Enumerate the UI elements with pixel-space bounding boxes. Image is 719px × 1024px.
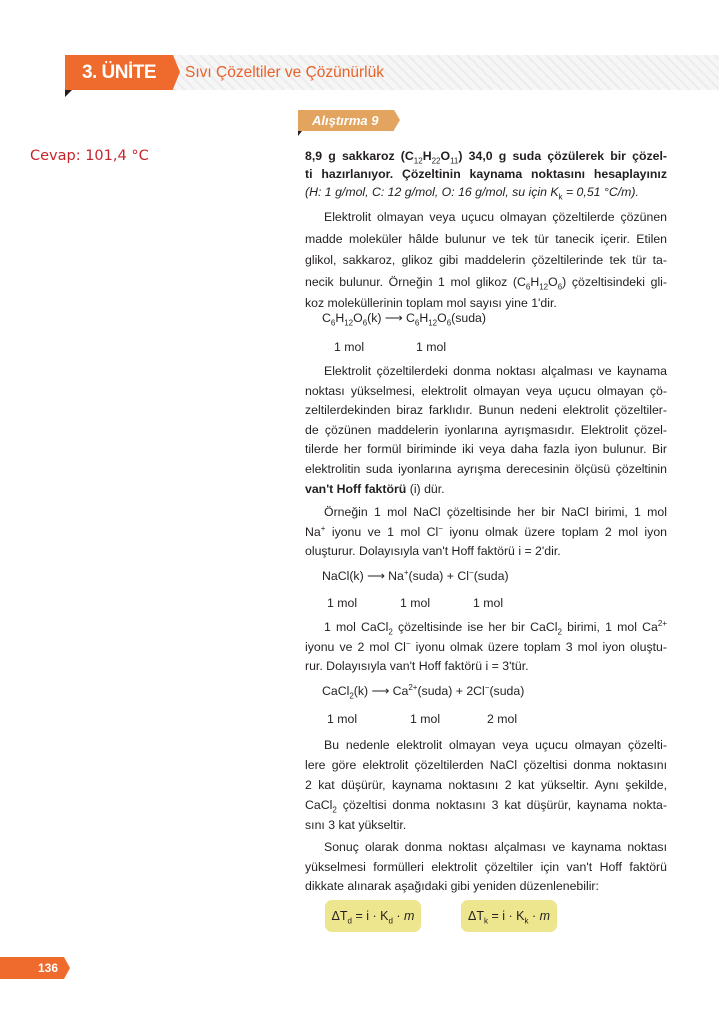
text-run: madde moleküler hâlde bulunur ve tek tür tanecik içerir. Etilen [305,231,667,246]
text-run: = i · K [352,909,389,923]
subscript: 2 [332,805,337,815]
subscript: k [524,916,529,926]
text-line [322,311,486,328]
text-run: 1 mol CaCl [324,620,389,634]
text-run: H [530,274,540,289]
paragraph-nonelectrolyte [305,207,667,315]
subscript: 2 [557,627,562,637]
subscript: 6 [330,318,336,328]
text-run: çözeltisinde ise her bir CaCl [392,620,558,634]
text-run: iyonu ve 1 mol Cl [325,524,439,539]
page-number: 136 [0,957,64,979]
text-run: rur. Dolayısıyla van't Hoff faktörü i = 3'tür. [305,659,529,673]
text-line [305,618,667,638]
subscript: 6 [414,318,420,328]
paragraph-conclusion [305,838,667,897]
handwritten-answer: Cevap: 101,4 °C [30,148,149,164]
text-line [305,183,667,201]
text-run: O [353,311,363,325]
text-run: noktası yükselmesi, elektrolit olmayan veya uçucu olmayan çö- [305,383,667,398]
superscript: 2+ [408,682,418,692]
text-run: glikol, sakkaroz, glikoz gibi maddelerin çözeltilerinde tek tür ta- [305,253,667,267]
paragraph-comparison [305,735,667,835]
text-run: yükselmesi formülleri elektrolit çözeltiler için van't Hoff faktörü [305,859,667,874]
unit-fold-decoration [65,90,72,97]
text-line [322,569,509,583]
superscript: + [320,523,326,533]
subscript: 6 [525,281,531,291]
text-run: necik bulunur. Örneğin 1 mol glikoz (C [305,274,526,289]
text-run: H [419,311,429,325]
text-run: çözeltisi donma noktasını 3 kat düşürür, kaynama nokta- [336,798,667,812]
text-run: (suda) [489,684,525,698]
text-run: NaCl(k) ⟶ Na [322,569,404,583]
text-line [305,272,667,294]
paragraph-electrolyte [305,362,667,499]
subscript: d [388,916,393,926]
text-line [305,480,667,500]
text-run: ΔT [468,909,484,923]
text-run: (k) ⟶ Ca [353,684,409,698]
mol-label: 1 mol [416,340,447,354]
text-run: 2 kat düşürür, kaynama noktasını 2 kat yükseltir. Aynı şekilde, [305,778,667,792]
text-run: (suda) + Cl [408,569,470,583]
text-run: tilerde her formül biriminde iki veya daha fazla iyon bulunur. Bir [305,442,667,457]
subscript: 11 [450,156,459,166]
subscript: d [347,916,352,926]
text-line [305,250,667,272]
text-line [305,362,667,382]
text-run: zeltilerdekinden biraz farklıdır. Bunun nedeni elektrolit çözeltiler- [305,403,667,418]
text-run: (k) ⟶ C [367,311,415,325]
text-run: koz moleküllerinin toplam mol sayısı yine 1'dir. [305,296,557,310]
bold-text: 8,9 g sakkaroz (C [305,149,414,163]
text-run: CaCl [322,684,350,698]
text-line [305,795,667,815]
unit-label: 3. ÜNİTE [65,55,173,90]
text-line [305,877,667,897]
text-run: (suda) [451,311,486,325]
text-line [305,542,667,562]
mol-label: 1 mol [400,596,431,610]
formula-boiling-point [461,900,557,932]
unit-title: Sıvı Çözeltiler ve Çözünürlük [185,64,384,81]
text-run: (i) dür. [406,481,445,496]
superscript: − [438,523,443,533]
text-line [305,207,667,229]
superscript: − [469,567,474,577]
text-line [305,523,667,543]
bold-text: ti hazırlanıyor. Çözeltinin kaynama noktasını hesaplayınız [305,167,667,181]
exercise-tag-fold [298,131,302,136]
equation-glucose [322,311,486,328]
italic-text: m [539,909,550,923]
text-run: iyonu ve 2 mol Cl [305,639,406,654]
subscript: k [484,916,488,926]
text-run: Sonuç olarak donma noktası alçalması ve kaynama noktası [324,840,667,854]
subscript: 2 [349,691,354,701]
text-run: ΔT [331,909,348,923]
text-line [305,815,667,835]
mol-label: 1 mol [327,596,358,610]
text-run: C [322,311,331,325]
superscript: 2+ [657,618,667,628]
text-line [305,775,667,795]
text-line [305,401,667,421]
formula-freezing-point [325,900,421,932]
bold-text: O [440,149,451,163]
italic-text: (H: 1 g/mol, C: 12 g/mol, O: 16 g/mol, su için K [305,185,559,199]
paragraph-nacl [305,503,667,562]
text-run: sını 3 kat yükseltir. [305,818,407,832]
bold-text: van't Hoff faktörü [305,481,407,496]
text-run: oluşturur. Dolayısıyla van't Hoff faktörü i = 2'dir. [305,544,561,558]
text-run: O [437,311,447,325]
exercise-question [305,147,667,201]
superscript: − [484,682,490,692]
text-run: elektrolitin suda iyonlarına ayrışma derecesinin ölçüsü çözeltinin [305,461,667,476]
subscript: 12 [428,318,438,328]
text-line [305,657,667,677]
text-run: birimi, 1 mol Ca [561,620,658,634]
subscript: k [558,192,563,202]
text-run: dikkate alınarak aşağıdaki gibi yeniden düzenlenebilir: [305,879,599,893]
subscript: 12 [539,281,549,291]
text-run: O [548,274,558,289]
text-run: (suda) + 2Cl [417,684,485,698]
text-run: Bu nedenle elektrolit olmayan veya uçucu olmayan çözelti- [324,738,667,752]
mol-label: 1 mol [334,340,365,354]
text-line [305,838,667,858]
subscript: 6 [446,318,452,328]
paragraph-cacl2 [305,618,667,677]
equation-cacl2 [322,682,525,701]
text-line [305,382,667,402]
text-line [305,503,667,523]
text-run: Elektrolit olmayan veya uçucu olmayan çözeltilerde çözünen [324,210,667,224]
mol-label: 1 mol [410,712,441,726]
text-line [305,421,667,441]
text-line [305,229,667,251]
subscript: 22 [431,156,441,166]
mol-label: 1 mol [473,596,504,610]
text-line [322,682,525,701]
bold-text: ) 34,0 g suda çözülerek bir çözel- [458,149,667,163]
superscript: − [405,638,411,648]
subscript: 6 [557,281,563,291]
text-run: lere göre elektrolit çözeltilerden NaCl çözeltisi donma noktasını [305,758,667,772]
mol-label: 1 mol [327,712,358,726]
text-run: · [392,909,405,923]
bold-text: H [422,149,432,163]
subscript: 2 [388,627,393,637]
subscript: 12 [413,156,423,166]
text-line [305,460,667,480]
text-line [305,755,667,775]
text-run: Na [305,524,321,539]
superscript: + [403,567,409,577]
text-run: ) çözeltisindeki gli- [562,274,667,289]
italic-text: m [404,909,415,923]
mol-label: 2 mol [487,712,518,726]
text-line [305,165,667,183]
text-line [305,638,667,658]
italic-text: = 0,51 °C/m). [562,185,639,199]
subscript: 12 [344,318,354,328]
equation-nacl [322,569,509,583]
text-run: Örneğin 1 mol NaCl çözeltisinde her bir NaCl birimi, 1 mol [324,505,667,519]
text-run: de çözünen maddelerin iyonlarına ayrışmasıdır. Elektrolit çözel- [305,422,667,437]
text-line [305,147,667,165]
text-run: iyonu olmak üzere toplam 2 mol iyon [442,524,667,539]
text-run: CaCl [305,798,333,812]
text-run: Elektrolit çözeltilerdeki donma noktası alçalması ve kaynama [324,364,667,378]
exercise-tag: Alıştırma 9 [298,110,394,131]
subscript: 6 [362,318,368,328]
text-run: = i · K [488,909,525,923]
text-line [305,858,667,878]
text-line [305,735,667,755]
text-run: (suda) [473,569,509,583]
text-line [305,440,667,460]
text-run: H [335,311,345,325]
text-run: iyonu olmak üzere toplam 3 mol iyon oluştu- [410,639,667,654]
text-run: · [528,909,540,923]
